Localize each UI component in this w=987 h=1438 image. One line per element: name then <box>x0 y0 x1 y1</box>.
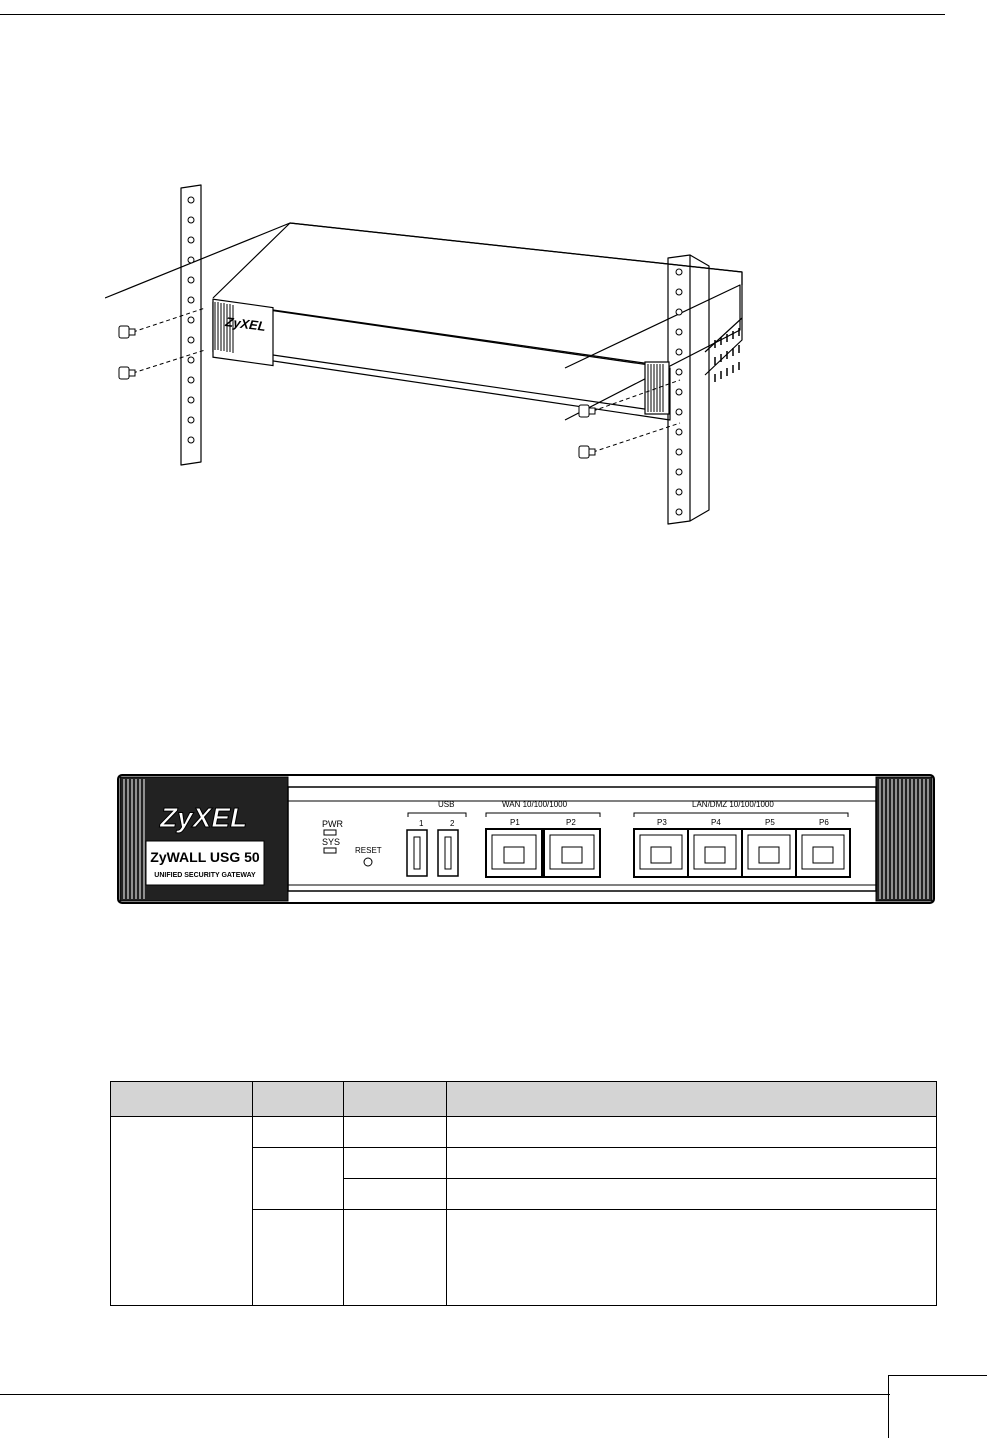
table-cell <box>447 1117 937 1148</box>
wan-port-label-p1: P1 <box>510 818 520 827</box>
lan-port-p3[interactable] <box>634 829 688 877</box>
wan-port-p2[interactable] <box>544 829 600 877</box>
lan-port-p5[interactable] <box>742 829 796 877</box>
rack-logo: ZyXEL <box>224 314 267 334</box>
lan-group-label: LAN/DMZ 10/100/1000 <box>692 800 774 809</box>
lan-port-label-p5: P5 <box>765 818 775 827</box>
table-cell <box>111 1117 253 1306</box>
usb-port-label-1: 1 <box>419 819 424 828</box>
table-header-cell <box>447 1082 937 1117</box>
page-number-box <box>888 1375 987 1438</box>
table-header-cell <box>253 1082 344 1117</box>
lan-port-label-p3: P3 <box>657 818 667 827</box>
lan-port-label-p6: P6 <box>819 818 829 827</box>
sys-led-icon <box>324 848 336 853</box>
rack-mount-illustration <box>105 180 745 532</box>
usb-group-label: USB <box>438 800 455 809</box>
wan-group-label: WAN 10/100/1000 <box>502 800 568 809</box>
wan-port-label-p2: P2 <box>566 818 576 827</box>
table-cell <box>447 1210 937 1306</box>
led-table <box>110 1081 937 1306</box>
table-cell <box>253 1117 344 1148</box>
table-cell <box>344 1117 447 1148</box>
table-cell <box>447 1179 937 1210</box>
usb-port-label-2: 2 <box>450 819 455 828</box>
led-label-pwr: PWR <box>322 819 343 829</box>
reset-label: RESET <box>355 846 382 855</box>
table-cell <box>344 1148 447 1179</box>
front-panel-illustration <box>116 773 938 907</box>
reset-button[interactable] <box>364 858 372 866</box>
brand-logo: ZyXEL <box>160 802 248 833</box>
table-cell <box>447 1148 937 1179</box>
table-cell <box>344 1179 447 1210</box>
lan-port-label-p4: P4 <box>711 818 721 827</box>
model-label: ZyWALL USG 50 <box>150 849 260 865</box>
wan-port-p1[interactable] <box>486 829 542 877</box>
lan-port-p4[interactable] <box>688 829 742 877</box>
table-cell <box>253 1148 344 1210</box>
table-cell <box>253 1210 344 1306</box>
lan-port-p6[interactable] <box>796 829 850 877</box>
table-header-row <box>111 1082 937 1117</box>
table-cell <box>344 1210 447 1306</box>
table-row <box>111 1117 937 1148</box>
led-label-sys: SYS <box>322 837 341 847</box>
footer-rule <box>0 1394 890 1395</box>
model-subtitle: UNIFIED SECURITY GATEWAY <box>154 872 256 879</box>
table-header-cell <box>111 1082 253 1117</box>
table-header-cell <box>344 1082 447 1117</box>
header-rule <box>0 14 945 15</box>
pwr-led-icon <box>324 830 336 835</box>
